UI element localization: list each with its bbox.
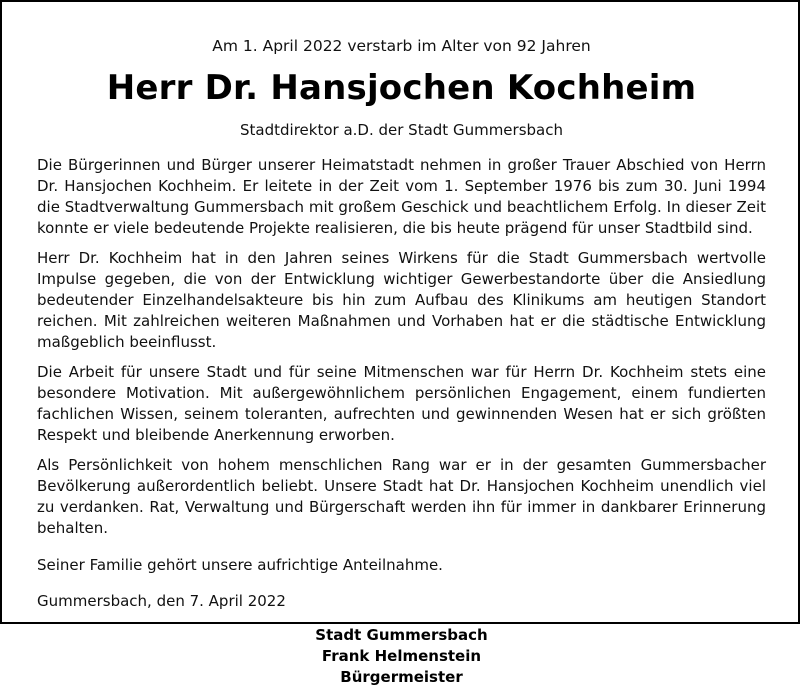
dateline: Gummersbach, den 7. April 2022 xyxy=(37,592,286,610)
signature-block xyxy=(37,625,766,688)
notice-content xyxy=(37,36,766,688)
death-announcement: Am 1. April 2022 verstarb im Alter von 92 Jahren xyxy=(212,37,591,55)
deceased-role: Stadtdirektor a.D. der Stadt Gummersbach xyxy=(240,121,563,139)
signature-title: Bürgermeister xyxy=(340,668,463,686)
body-paragraph-1: Die Bürgerinnen und Bürger unserer Heimatstadt nehmen in großer Trauer Abschied von Herrn Dr. Hansjochen Kochheim. Er leitete in der Zeit vom 1. September 1976 bis zum 30. Juni 1994 die Stadtverwaltung Gummersbach mit großem Geschick und beachtlichem Erfolg. In dieser Zeit konnte er viele bedeutende Projekte realisieren, die bis heute prägend für unser Stadtbild sind. xyxy=(37,156,766,237)
condolence-line: Seiner Familie gehört unsere aufrichtige Anteilnahme. xyxy=(37,556,443,574)
signature-person: Frank Helmenstein xyxy=(321,647,482,665)
body-paragraph-2: Herr Dr. Kochheim hat in den Jahren seines Wirkens für die Stadt Gummersbach wertvolle Impulse gegeben, die von der Entwicklung wichtiger Gewerbestandorte über die Ansiedlung bedeutender Einzelhandelsakteure bis hin zum Aufbau des Klinikums am heutigen Standort reichen. Mit zahlreichen weiteren Maßnahmen und Vorhaben hat er die städtische Entwicklung maßgeblich beeinflusst. xyxy=(37,249,766,351)
deceased-name: Herr Dr. Hansjochen Kochheim xyxy=(106,68,697,108)
body-paragraph-4: Als Persönlichkeit von hohem menschlichen Rang war er in der gesamten Gummersbacher Bevölkerung außerordentlich beliebt. Unsere Stadt hat Dr. Hansjochen Kochheim unendlich viel zu verdanken. Rat, Verwaltung und Bürgerschaft werden ihn für immer in dankbarer Erinnerung behalten. xyxy=(37,456,766,537)
signature-organization: Stadt Gummersbach xyxy=(315,626,488,644)
body-paragraph-3: Die Arbeit für unsere Stadt und für seine Mitmenschen war für Herrn Dr. Kochheim stets eine besondere Motivation. Mit außergewöhnlichem persönlichen Engagement, einem fundierten fachlichen Wissen, seinem toleranten, aufrechten und gewinnenden Wesen hat er sich größten Respekt und bleibende Anerkennung erworben. xyxy=(37,363,766,444)
